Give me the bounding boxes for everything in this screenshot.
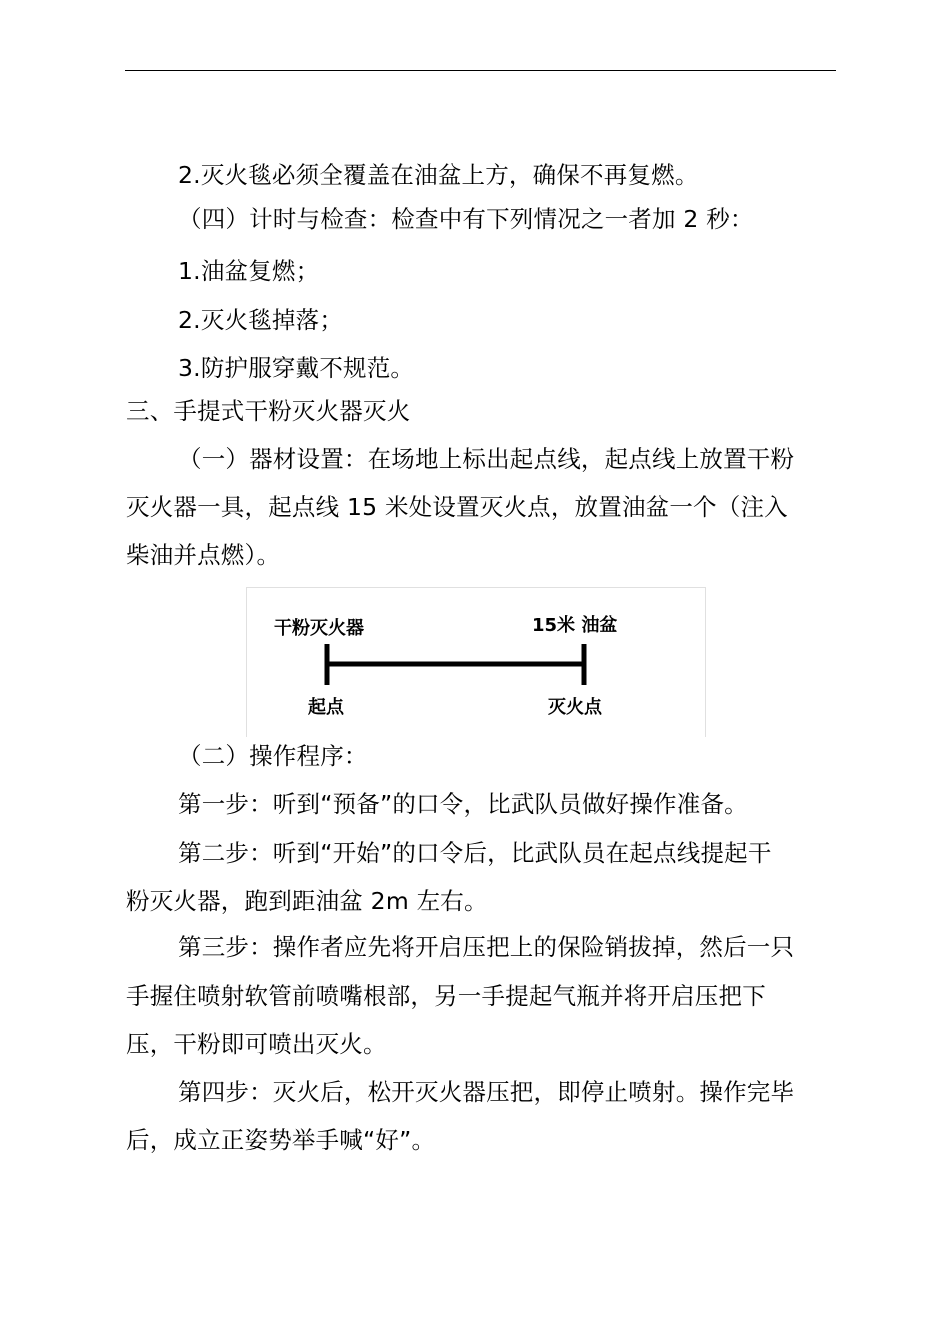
paragraph-line: 手握住喷射软管前喷嘴根部，另一手提起气瓶并将开启压把下 bbox=[126, 982, 766, 1010]
paragraph: 第一步：听到“预备”的口令，比武队员做好操作准备。 bbox=[178, 790, 748, 818]
list-item: 2.灭火毯掉落； bbox=[178, 306, 344, 334]
section-heading: 三、手提式干粉灭火器灭火 bbox=[126, 397, 411, 425]
paragraph-line: 粉灭火器，跑到距油盆 2m 左右。 bbox=[126, 887, 488, 915]
fire-point-label: 灭火点 bbox=[548, 697, 602, 718]
list-item: 3.防护服穿戴不规范。 bbox=[178, 354, 415, 382]
start-point-label: 起点 bbox=[308, 697, 344, 718]
paragraph: （四）计时与检查：检查中有下列情况之一者加 2 秒： bbox=[178, 205, 754, 233]
header-rule bbox=[125, 70, 836, 71]
layout-diagram bbox=[246, 587, 706, 737]
paragraph: （一）器材设置：在场地上标出起点线，起点线上放置干粉 bbox=[178, 445, 795, 473]
list-item: 1.油盆复燃； bbox=[178, 257, 320, 285]
paragraph-line: 灭火器一具，起点线 15 米处设置灭火点，放置油盆一个（注入 bbox=[126, 493, 788, 521]
paragraph: 第三步：操作者应先将开启压把上的保险销拔掉，然后一只 bbox=[178, 933, 795, 961]
paragraph-line: 后，成立正姿势举手喊“好”。 bbox=[126, 1126, 436, 1154]
distance-pan-label: 15米 油盆 bbox=[532, 615, 618, 636]
paragraph: 2.灭火毯必须全覆盖在油盆上方，确保不再复燃。 bbox=[178, 161, 699, 189]
paragraph: 第四步：灭火后，松开灭火器压把，即停止喷射。操作完毕 bbox=[178, 1078, 795, 1106]
section-heading: （二）操作程序： bbox=[178, 742, 368, 770]
paragraph-line: 压，干粉即可喷出灭火。 bbox=[126, 1030, 387, 1058]
paragraph-line: 柴油并点燃）。 bbox=[126, 541, 281, 569]
paragraph: 第二步：听到“开始”的口令后，比武队员在起点线提起干 bbox=[178, 839, 772, 867]
extinguisher-label: 干粉灭火器 bbox=[274, 618, 364, 639]
